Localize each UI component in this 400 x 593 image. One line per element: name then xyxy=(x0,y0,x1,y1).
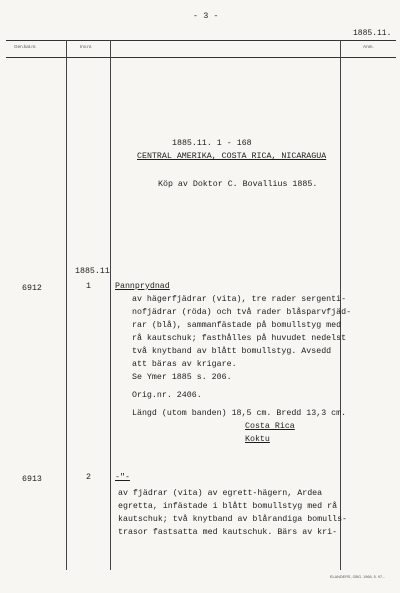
collection-range: 1885.11. 1 - 168 xyxy=(172,139,252,148)
entry-line: att bäras av krigare. xyxy=(132,360,237,369)
entry-line: nofjädrar (röda) och två rader blåsparvfjäd- xyxy=(132,308,352,317)
entry-gen-nr: 6912 xyxy=(22,284,42,293)
entry-title: Pannprydnad xyxy=(115,282,170,291)
entry-gen-nr: 6913 xyxy=(22,475,42,484)
header-date: 1885.11. xyxy=(353,29,392,38)
entry-line: av hägerfjädrar (vita), tre rader sergenti- xyxy=(132,295,347,304)
column-rule-1 xyxy=(66,40,67,570)
column-header-genkat: Gen.kat.nr. xyxy=(14,44,37,49)
entry-line: rå kautschuk; fasthålles på huvudet nedelst xyxy=(132,334,347,343)
entry-line: kautschuk; två knytband av blårandiga bomulls- xyxy=(118,515,348,524)
header-bottom-rule xyxy=(6,57,396,58)
entry-people: Koktu xyxy=(245,435,270,444)
entry-inv-nr: 2 xyxy=(86,473,91,482)
entry-reference: Se Ymer 1885 s. 206. xyxy=(132,373,232,382)
entry-line: trasor fastsatta med kautschuk. Bärs av kri- xyxy=(118,528,338,537)
column-rule-2 xyxy=(110,40,111,570)
entry-line: egretta, infästade i blått bomullstyg med rå xyxy=(118,502,338,511)
entry-place: Costa Rica xyxy=(245,422,295,431)
page-number: - 3 - xyxy=(193,11,219,21)
entry-title: -"- xyxy=(115,473,130,482)
column-rule-3 xyxy=(340,40,341,570)
column-header-anm: Anm. xyxy=(363,44,374,49)
entry-line: två knytband av blått bomullstyg. Avsedd xyxy=(132,347,332,356)
column-header-invnr: Inv.nr. xyxy=(80,44,93,49)
header-top-rule xyxy=(6,40,396,41)
entry-line: av fjädrar (vita) av egrett-hägern, Ardea xyxy=(118,489,323,498)
entry-orig-nr: Orig.nr. 2406. xyxy=(132,391,202,400)
acquisition-note: Köp av Doktor C. Bovallius 1885. xyxy=(158,180,318,189)
entry-inv-nr: 1 xyxy=(86,282,91,291)
entry-line: rar (blå), sammanfästade på bomullstyg med xyxy=(132,321,342,330)
printer-mark: ELANDERS, GBG. 1966, 5. 97... xyxy=(330,575,386,579)
entry-date: 1885.11 xyxy=(75,267,110,276)
collection-region: CENTRAL AMERIKA, COSTA RICA, NICARAGUA xyxy=(137,152,327,161)
entry-measurements: Längd (utom banden) 18,5 cm. Bredd 13,3 cm. xyxy=(132,409,347,418)
